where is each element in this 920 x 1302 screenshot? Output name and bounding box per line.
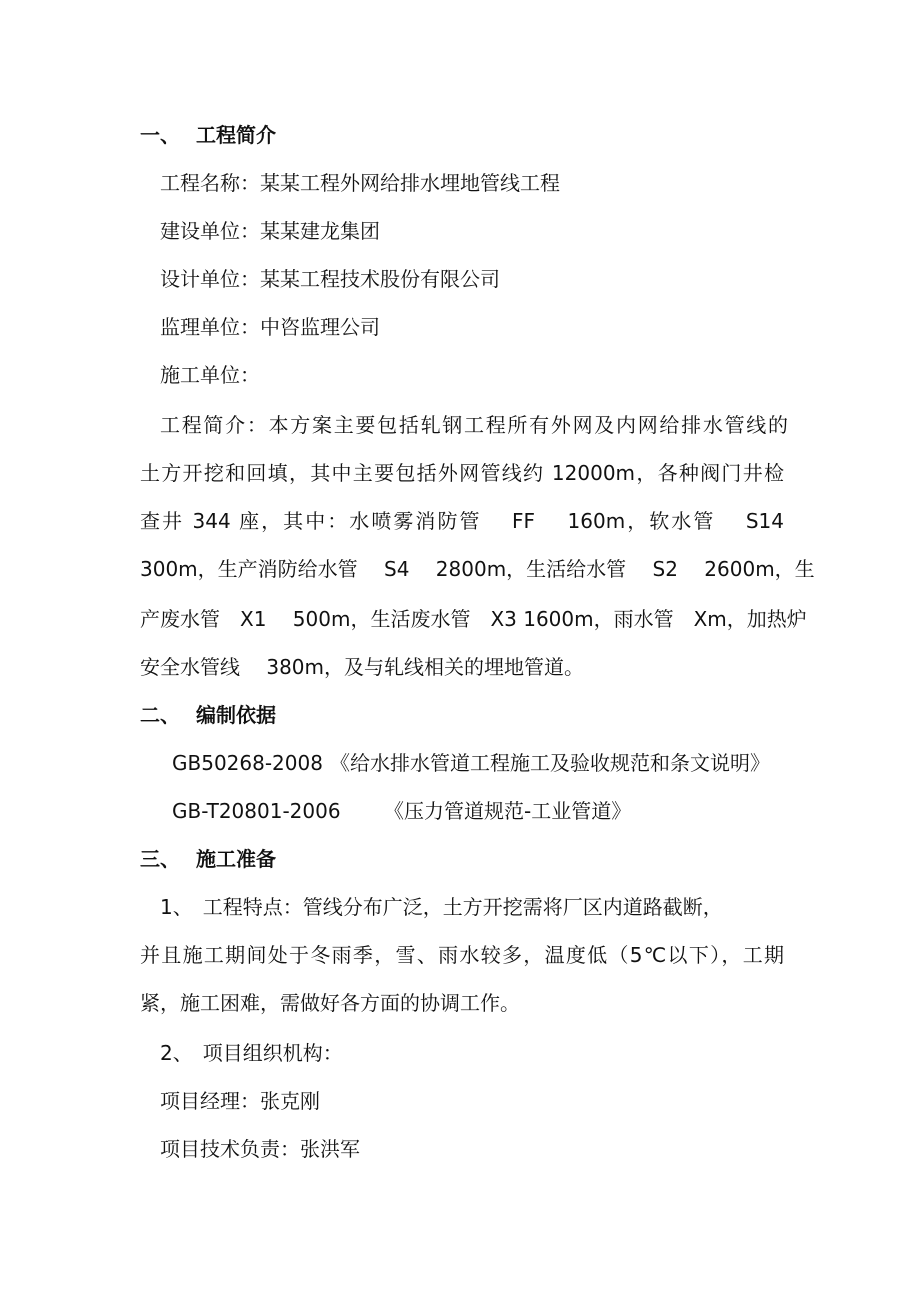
overview-paragraph-line: 产废水管 X1 500m，生活废水管 X3 1600m，雨水管 Xm，加热炉	[140, 607, 807, 631]
section-title: 工程简介	[196, 123, 276, 147]
standard-name: 《压力管道规范-工业管道》	[384, 799, 632, 823]
design-unit-line: 设计单位：某某工程技术股份有限公司	[160, 267, 500, 291]
construction-unit-line: 建设单位：某某建龙集团	[160, 219, 380, 243]
overview-paragraph-line: 安全水管线 380m，及与轧线相关的埋地管道。	[140, 655, 585, 679]
overview-paragraph-line: 查井 344 座，其中：水喷雾消防管 FF 160m，软水管 S14	[140, 509, 784, 533]
standard-name: 《给水排水管道工程施工及验收规范和条文说明》	[330, 751, 770, 775]
overview-paragraph-line: 工程简介：本方案主要包括轧钢工程所有外网及内网给排水管线的	[160, 413, 788, 437]
section-heading-3	[140, 846, 276, 872]
supervision-unit-line: 监理单位：中咨监理公司	[160, 315, 380, 339]
section-number: 一、	[140, 123, 180, 147]
technical-lead-line: 项目技术负责：张洪军	[160, 1137, 360, 1161]
section-number: 三、	[140, 847, 180, 871]
section-heading-2	[140, 702, 276, 728]
overview-paragraph-line: 300m，生产消防给水管 S4 2800m，生活给水管 S2 2600m，生	[140, 557, 815, 581]
contractor-unit-line: 施工单位：	[160, 363, 260, 387]
project-features-line: 紧，施工困难，需做好各方面的协调工作。	[140, 991, 520, 1015]
project-features-line: 并且施工期间处于冬雨季，雪、雨水较多，温度低（5℃以下），工期	[140, 943, 784, 967]
standard-reference	[172, 798, 631, 824]
project-name-line: 工程名称：某某工程外网给排水埋地管线工程	[160, 171, 560, 195]
organization-heading-line: 2、 项目组织机构：	[160, 1041, 343, 1065]
section-title: 施工准备	[196, 847, 276, 871]
section-title: 编制依据	[196, 703, 276, 727]
project-features-line: 1、 工程特点：管线分布广泛，土方开挖需将厂区内道路截断，	[160, 895, 723, 919]
section-heading-1	[140, 122, 276, 148]
section-number: 二、	[140, 703, 180, 727]
standard-code: GB50268-2008	[172, 751, 323, 775]
overview-paragraph-line: 土方开挖和回填，其中主要包括外网管线约 12000m，各种阀门井检	[140, 461, 784, 485]
standard-code: GB-T20801-2006	[172, 799, 341, 823]
standard-reference	[172, 750, 770, 776]
project-manager-line: 项目经理：张克刚	[160, 1089, 320, 1113]
